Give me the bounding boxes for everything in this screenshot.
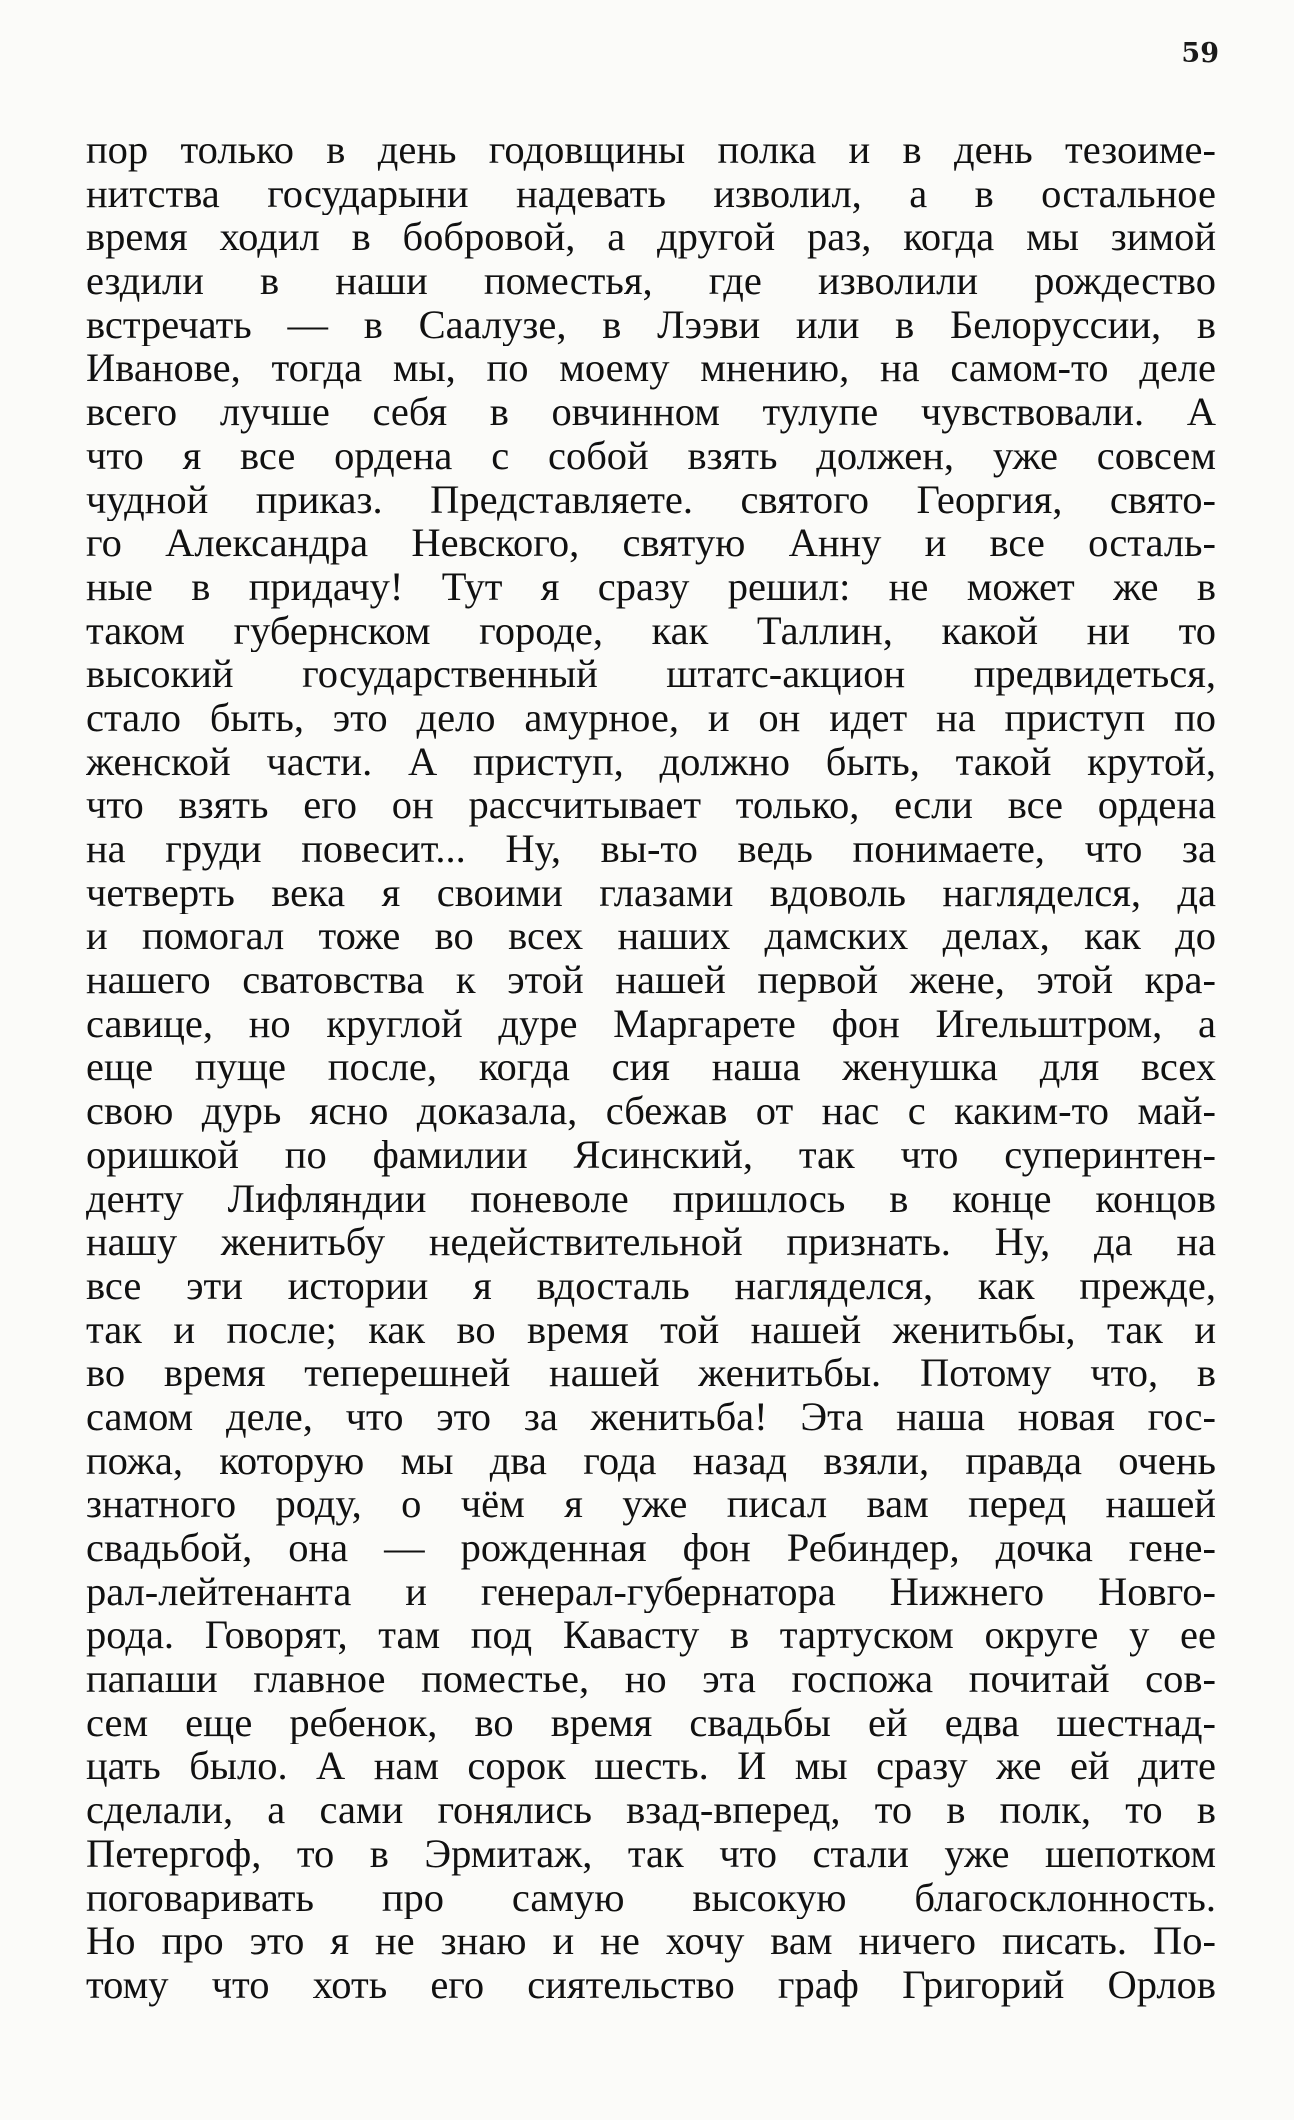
text-line: нашего сватовства к этой нашей первой жене, этой кра- <box>86 958 1216 1002</box>
text-line: на груди повесит... Ну, вы-то ведь понимаете, что за <box>86 827 1216 871</box>
text-line: знатного роду, о чём я уже писал вам перед нашей <box>86 1482 1216 1526</box>
text-line: свадьбой, она — рожденная фон Ребиндер, дочка гене- <box>86 1526 1216 1570</box>
text-line: что я все ордена с собой взять должен, уже совсем <box>86 433 1216 478</box>
text-line: цать было. А нам сорок шесть. И мы сразу же ей дите <box>86 1744 1216 1789</box>
text-line: Петергоф, то в Эрмитаж, так что стали уже шепотком <box>86 1831 1216 1876</box>
text-line: все эти истории я вдосталь нагляделся, как прежде, <box>86 1263 1216 1308</box>
text-line: четверть века я своими глазами вдоволь нагляделся, да <box>86 870 1216 915</box>
text-line: всего лучше себя в овчинном тулупе чувствовали. А <box>86 390 1216 434</box>
text-line: оришкой по фамилии Ясинский, так что суперинтен- <box>86 1132 1216 1177</box>
text-line: сем еще ребенок, во время свадьбы ей едва шестнад- <box>86 1700 1216 1745</box>
text-line: сделали, а сами гонялись взад-вперед, то в полк, то в <box>86 1788 1216 1832</box>
text-line: высокий государственный штатс-акцион предвидеться, <box>86 652 1216 696</box>
text-line: чудной приказ. Представляете. святого Георгия, свято- <box>86 477 1216 522</box>
text-line: во время теперешней нашей женитьбы. Потому что, в <box>86 1351 1216 1395</box>
text-line: пор только в день годовщины полка и в день тезоиме- <box>86 128 1216 172</box>
text-line: встречать — в Саалузе, в Лээви или в Белоруссии, в <box>86 302 1216 347</box>
text-line: таком губернском городе, как Таллин, какой ни то <box>86 608 1216 653</box>
text-line: свою дурь ясно доказала, сбежав от нас с каким-то май- <box>86 1089 1216 1133</box>
text-line: женской части. А приступ, должно быть, такой крутой, <box>86 739 1216 784</box>
text-line: так и после; как во время той нашей женитьбы, так и <box>86 1307 1216 1352</box>
text-line: пожа, которую мы два года назад взяли, правда очень <box>86 1438 1216 1483</box>
text-line: тому что хоть его сиятельство граф Григорий Орлов <box>86 1962 1216 2007</box>
text-line: нитства государыни надевать изволил, а в остальное <box>86 171 1216 216</box>
text-line: и помогал тоже во всех наших дамских делах, как до <box>86 914 1216 959</box>
text-line: савице, но круглой дуре Маргарете фон Игельштром, а <box>86 1001 1216 1046</box>
text-line: го Александра Невского, святую Анну и все осталь- <box>86 521 1216 565</box>
body-text <box>86 128 1216 2007</box>
text-line: Но про это я не знаю и не хочу вам ничего писать. По- <box>86 1919 1216 1963</box>
text-line: рал-лейтенанта и генерал-губернатора Нижнего Новго- <box>86 1569 1216 1614</box>
text-line: что взять его он рассчитывает только, если все ордена <box>86 783 1216 827</box>
page-number: 59 <box>1181 38 1219 69</box>
text-line: еще пуще после, когда сия наша женушка для всех <box>86 1045 1216 1090</box>
text-line: время ходил в бобровой, а другой раз, когда мы зимой <box>86 215 1216 260</box>
text-line: ные в придачу! Тут я сразу решил: не может же в <box>86 564 1216 609</box>
text-line: папаши главное поместье, но эта госпожа почитай сов- <box>86 1657 1216 1701</box>
text-line: Иванове, тогда мы, по моему мнению, на самом-то деле <box>86 346 1216 391</box>
text-line: ездили в наши поместья, где изволили рождество <box>86 259 1216 303</box>
text-line: нашу женитьбу недействительной признать. Ну, да на <box>86 1220 1216 1264</box>
text-line: рода. Говорят, там под Кавасту в тартуском округе у ее <box>86 1613 1216 1658</box>
text-line: поговаривать про самую высокую благосклонность. <box>86 1875 1216 1920</box>
text-line: самом деле, что это за женитьба! Эта наша новая гос- <box>86 1394 1216 1439</box>
text-line: денту Лифляндии поневоле пришлось в конце концов <box>86 1176 1216 1221</box>
text-line: стало быть, это дело амурное, и он идет на приступ по <box>86 695 1216 740</box>
